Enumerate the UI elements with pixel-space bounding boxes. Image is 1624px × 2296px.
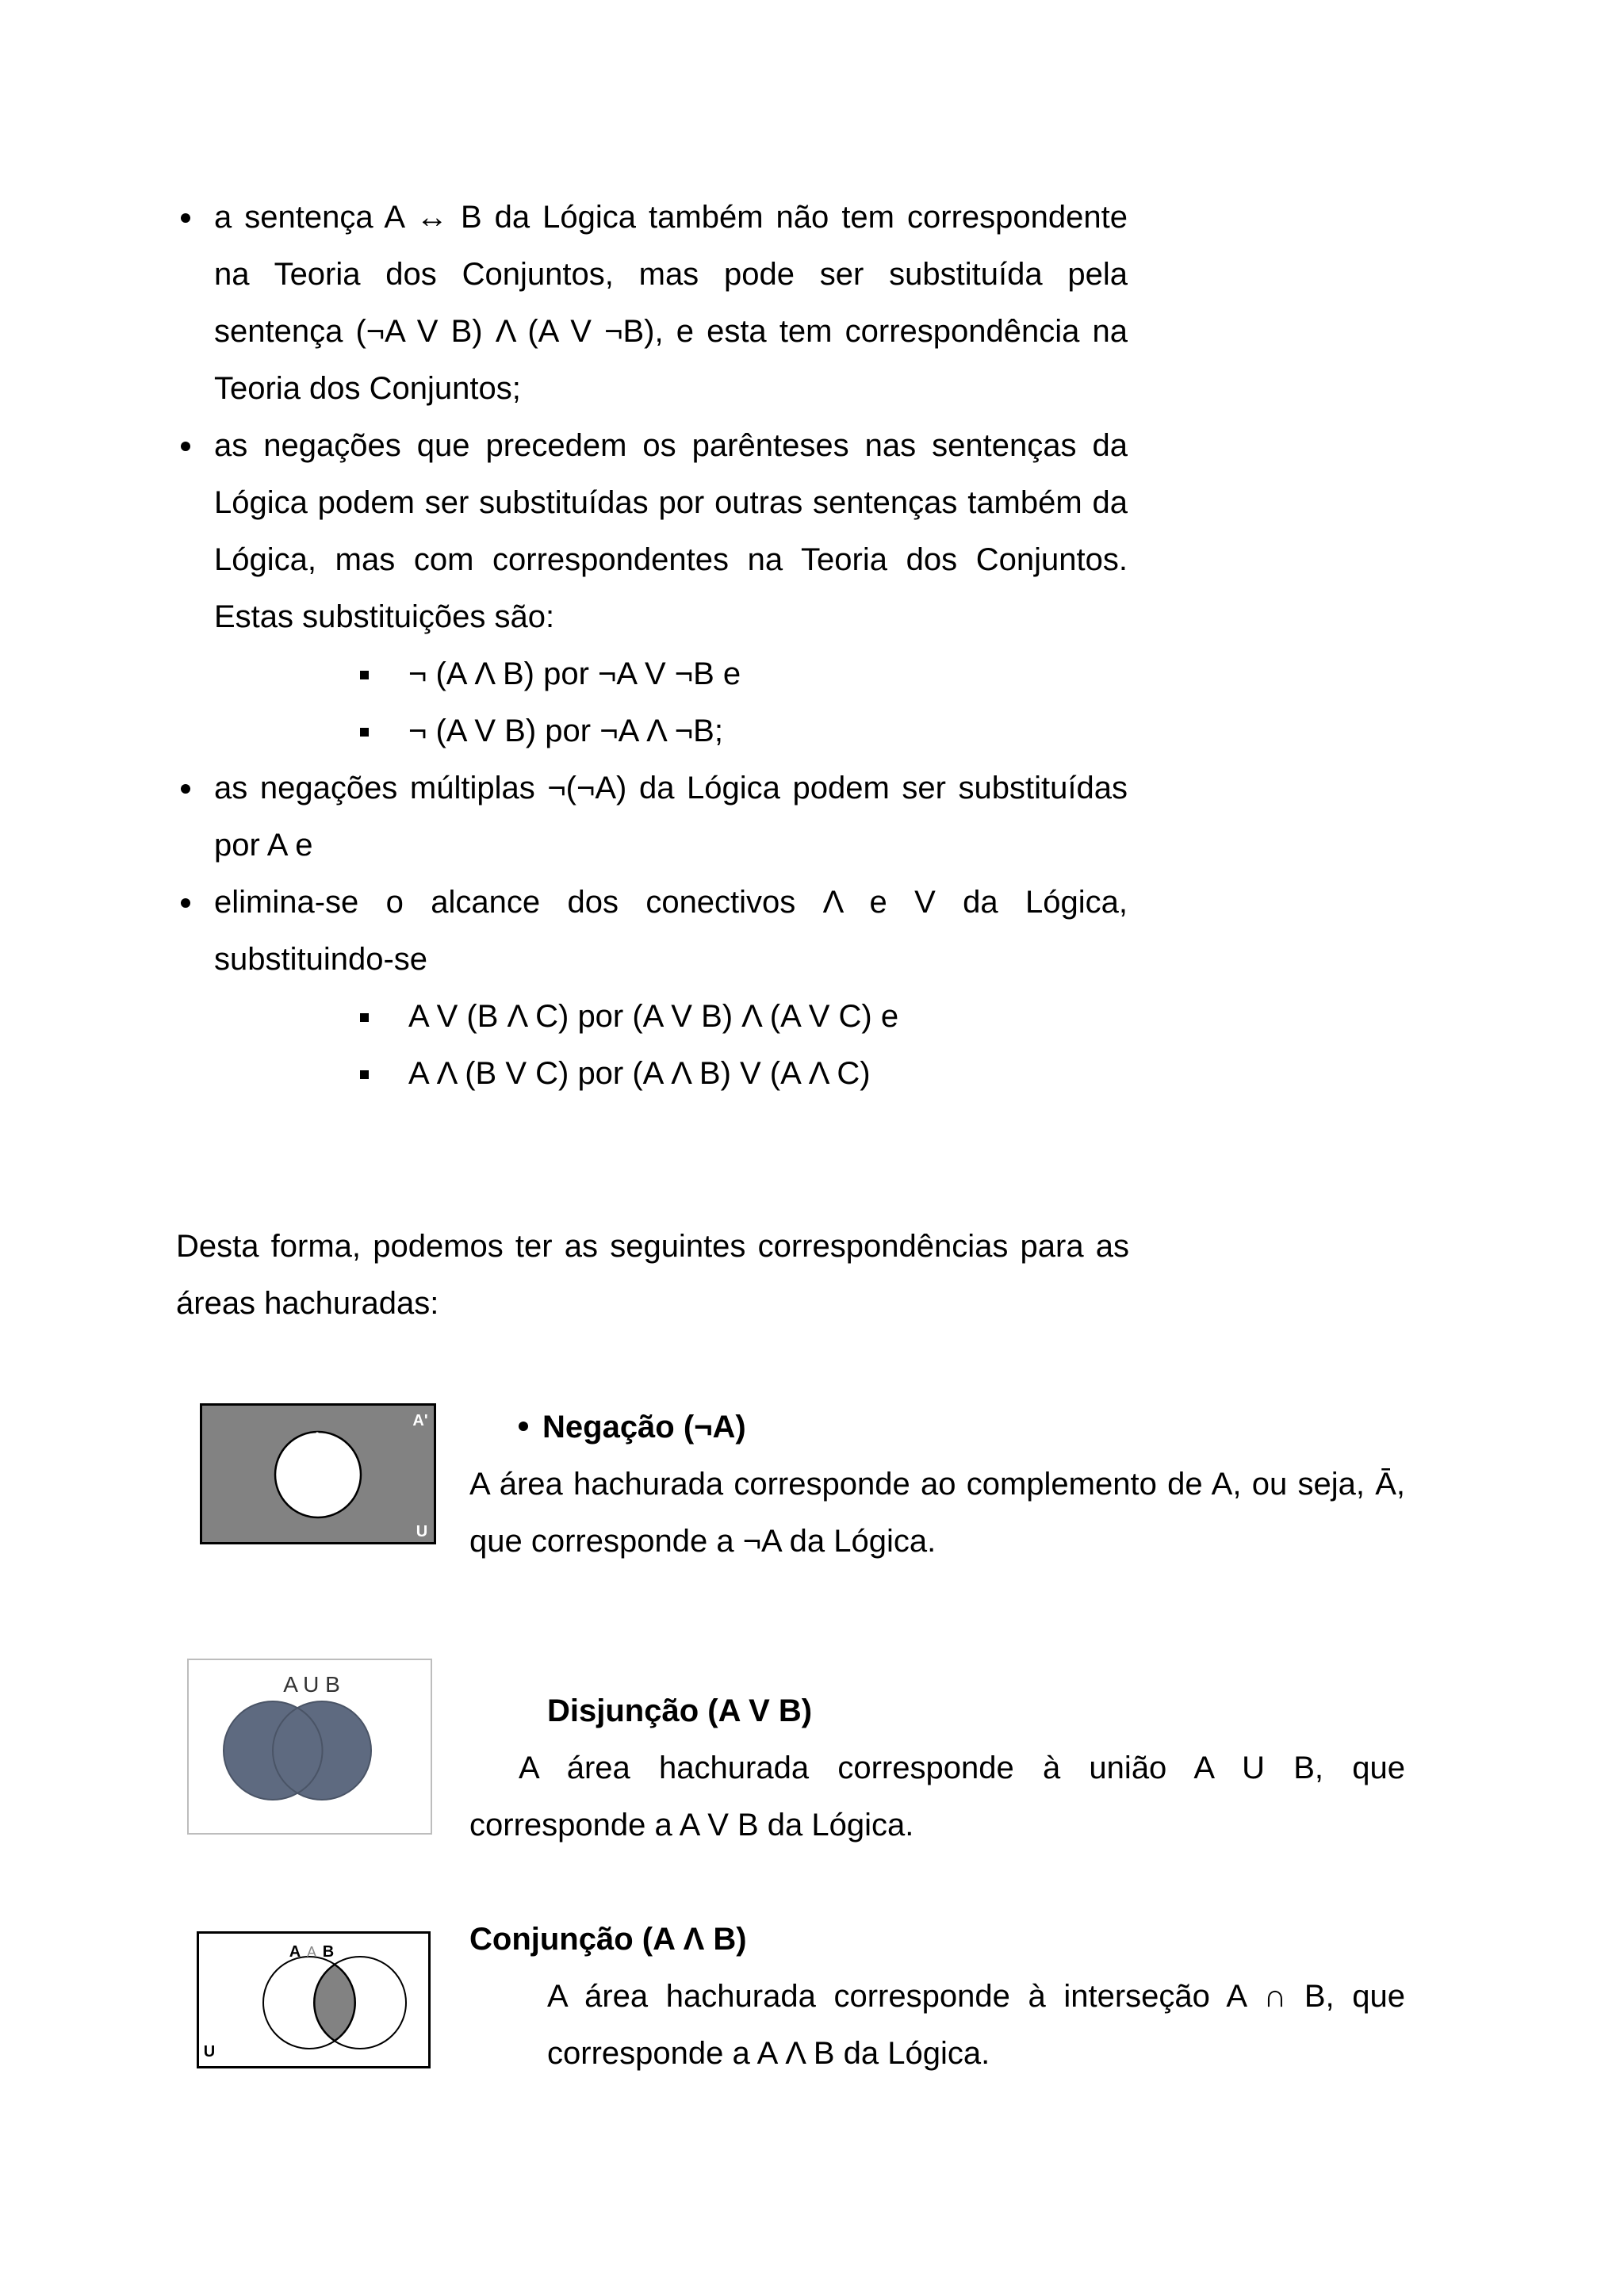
set-a-label: A <box>312 1429 322 1442</box>
bullet-icon <box>181 898 190 908</box>
intersection-text: A área hachurada corresponde à interseção A ∩ B, que corresponde a A Λ B da Lógica. <box>547 1979 1405 2071</box>
union-label: A U B <box>283 1672 340 1697</box>
sub-list-item-text: ¬ (A Λ B) por ¬A V ¬B e <box>408 656 741 691</box>
list-item-text: elimina-se o alcance dos conectivos Λ e V da Lógica, substituindo-se <box>214 885 1128 977</box>
sub-list-item-text: A Λ (B V C) por (A Λ B) V (A Λ C) <box>408 1056 871 1091</box>
bullet-icon <box>181 784 190 794</box>
intro-paragraph: Desta forma, podemos ter as seguintes correspondências para as áreas hachuradas: <box>176 1229 1129 1321</box>
square-bullet-icon <box>360 1013 369 1022</box>
sub-list-item <box>176 645 1128 702</box>
list-item <box>176 874 1128 988</box>
bullet-list <box>176 189 1128 1102</box>
sub-list-item-text: ¬ (A V B) por ¬A Λ ¬B; <box>408 714 723 748</box>
bullet-icon <box>519 1422 528 1431</box>
set-a-label: A <box>289 1943 301 1961</box>
union-title: Disjunção (A V B) <box>547 1693 813 1728</box>
list-item <box>176 189 1128 417</box>
sub-list-item <box>176 988 1128 1045</box>
square-bullet-icon <box>360 671 369 679</box>
sub-list-item <box>176 1045 1128 1102</box>
intersection-venn-diagram <box>197 1931 431 2069</box>
list-item-text: a sentença A ↔ B da Lógica também não tem correspondente na Teoria dos Conjuntos, mas pode ser substituída pela sentença (¬A V B) Λ (A V ¬B), e esta tem correspondência na Teoria dos Conjuntos; <box>214 200 1128 406</box>
negation-venn-diagram <box>200 1403 436 1544</box>
list-item-text: as negações múltiplas ¬(¬A) da Lógica podem ser substituídas por A e <box>214 771 1128 863</box>
union-venn-diagram <box>187 1659 432 1835</box>
overlap-label: A <box>306 1944 317 1960</box>
negation-text: A área hachurada corresponde ao complemento de A, ou seja, Ā, que corresponde a ¬A da Lógica. <box>469 1467 1405 1559</box>
list-item <box>176 760 1128 874</box>
bullet-icon <box>181 442 190 451</box>
square-bullet-icon <box>360 1070 369 1079</box>
intersection-title: Conjunção (A Λ B) <box>469 1922 747 1957</box>
union-description <box>469 1682 1405 1854</box>
list-item <box>176 417 1128 645</box>
sub-list-item <box>176 702 1128 760</box>
sub-list-item-text: A V (B Λ C) por (A V B) Λ (A V C) e <box>408 999 899 1034</box>
square-bullet-icon <box>360 728 369 737</box>
universe-label: U <box>416 1523 428 1540</box>
universe-label: U <box>203 2043 216 2061</box>
union-text: A área hachurada corresponde à união A U B, que corresponde a A V B da Lógica. <box>469 1751 1405 1843</box>
list-item-text: as negações que precedem os parênteses nas sentenças da Lógica podem ser substituídas por outras sentenças também da Lógica, mas com correspondentes na Teoria dos Conjuntos. Estas substituições são: <box>214 428 1128 634</box>
bullet-icon <box>181 213 190 223</box>
set-a-circle <box>275 1432 361 1517</box>
intersection-description <box>469 1911 1405 2082</box>
complement-label: A' <box>412 1412 428 1429</box>
set-b-label: B <box>322 1943 335 1961</box>
negation-description <box>469 1399 1405 1570</box>
negation-title: Negação (¬A) <box>542 1410 746 1445</box>
